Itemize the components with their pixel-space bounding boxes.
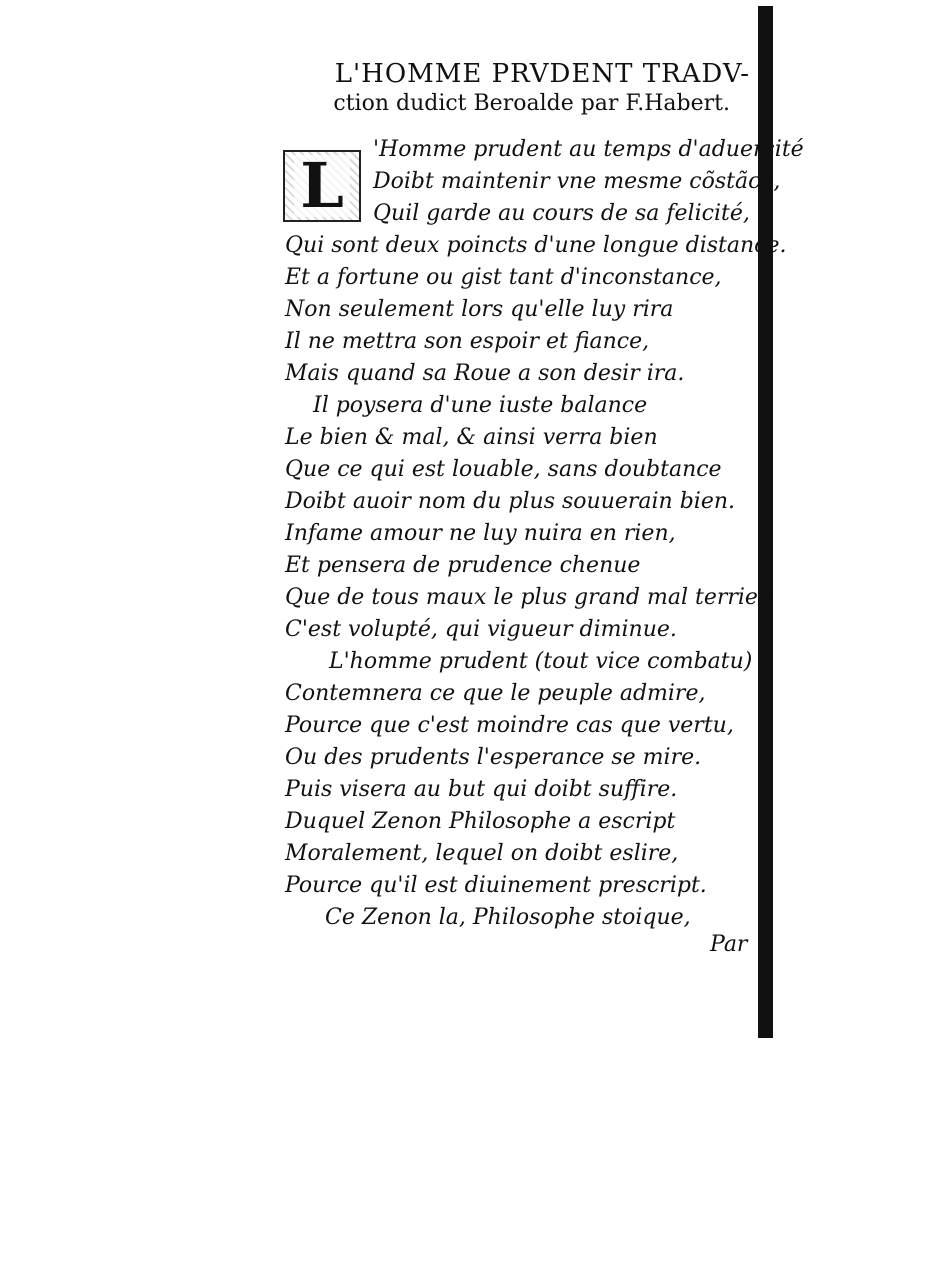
verse-line: Contemnera ce que le peuple admire,	[285, 681, 706, 706]
verse-line: Infame amour ne luy nuira en rien,	[285, 521, 676, 546]
catchword: Par	[710, 932, 748, 957]
verse-line: Il poysera d'une iuste balance	[313, 393, 648, 418]
verse-line: Ou des prudents l'esperance se mire.	[285, 745, 702, 770]
page-subtitle: ction dudict Beroalde par F.Habert.	[333, 91, 730, 116]
verse-line: Duquel Zenon Philosophe a escript	[285, 809, 676, 834]
verse-line: Que ce qui est louable, sans doubtance	[285, 457, 722, 482]
page-title: L'HOMME PRVDENT TRADV-	[334, 59, 750, 89]
verse-line: Moralement, lequel on doibt eslire,	[285, 841, 679, 866]
verse-line: Et a fortune ou gist tant d'inconstance,	[285, 265, 722, 290]
verse-line: Doibt auoir nom du plus souuerain bien.	[285, 489, 736, 514]
verse-line: Pource qu'il est diuinement prescript.	[285, 873, 707, 898]
verse-line: Qui sont deux poincts d'une longue distance.	[285, 233, 787, 258]
verse-line: Puis visera au but qui doibt suffire.	[285, 777, 678, 802]
verse-line: C'est volupté, qui vigueur diminue.	[285, 617, 677, 642]
verse-line: Que de tous maux le plus grand mal terrien	[285, 585, 773, 610]
initial-letter: L	[294, 155, 350, 217]
verse-line: Pource que c'est moindre cas que vertu,	[285, 713, 734, 738]
verse-line: L'homme prudent (tout vice combatu)	[329, 649, 753, 674]
verse-line: Mais quand sa Roue a son desir ira.	[285, 361, 685, 386]
page-header	[280, 58, 750, 118]
verse-line: Il ne mettra son espoir et fiance,	[285, 329, 650, 354]
decorated-initial	[283, 150, 361, 222]
verse-line: 'Homme prudent au temps d'aduersité	[373, 137, 804, 162]
verse-line: Le bien & mal, & ainsi verra bien	[285, 425, 658, 450]
verse-line: Doibt maintenir vne mesme cõstãce,	[373, 169, 781, 194]
verse-line: Ce Zenon la, Philosophe stoique,	[325, 905, 691, 930]
verse-line: Et pensera de prudence chenue	[285, 553, 641, 578]
verse-line: Non seulement lors qu'elle luy rira	[285, 297, 674, 322]
verse-line: Quil garde au cours de sa felicité,	[373, 201, 750, 226]
